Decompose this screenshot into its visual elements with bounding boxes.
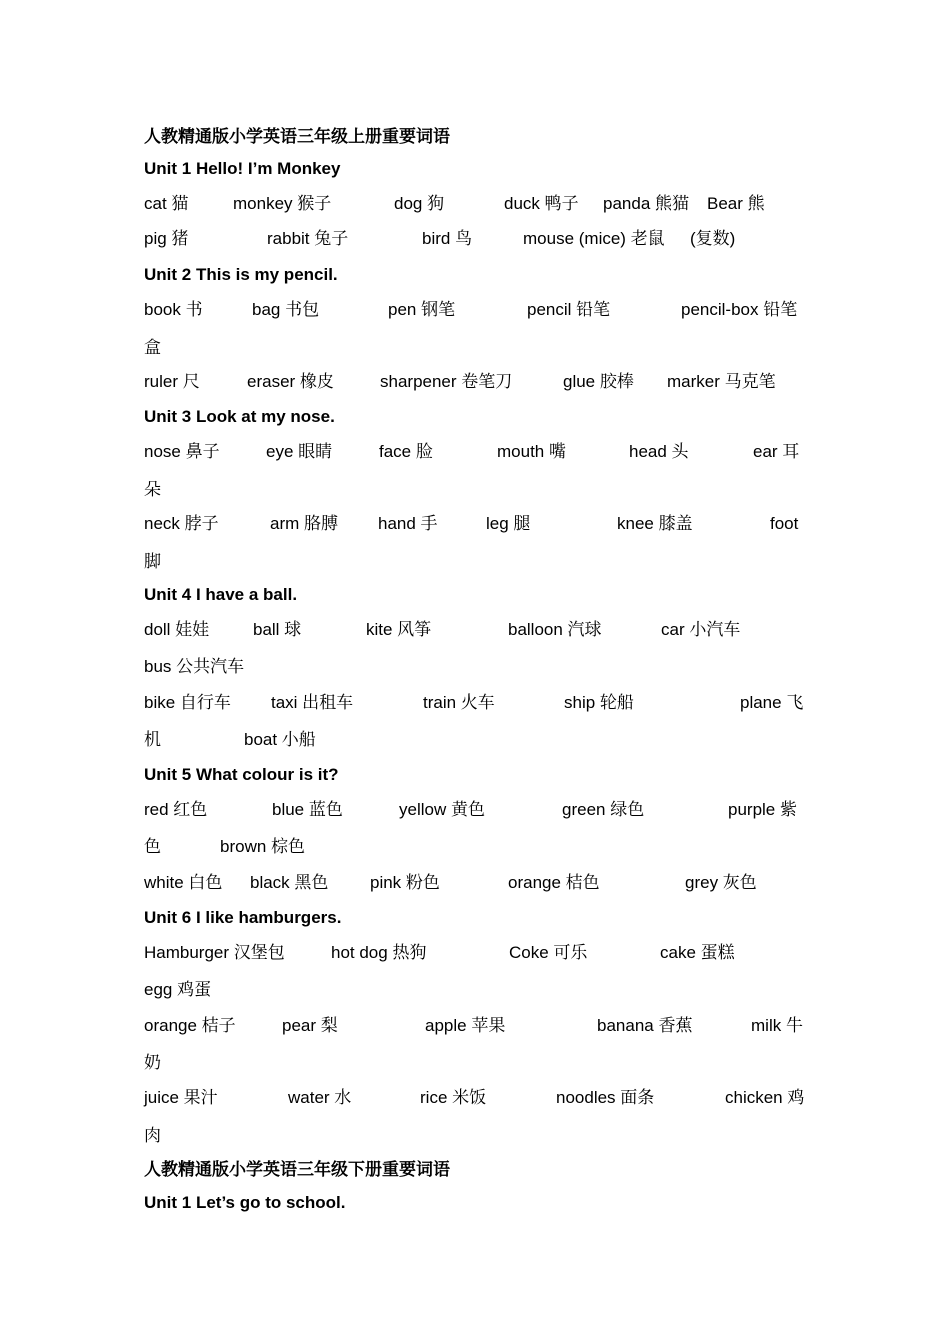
vocab-entry: nose 鼻子 — [144, 442, 220, 461]
vocab-entry: Bear 熊 — [707, 194, 765, 213]
unit-heading: Unit 1 Hello! I’m Monkey — [144, 159, 341, 178]
vocab-line — [144, 192, 806, 216]
vocab-line — [144, 728, 806, 752]
vocab-entry: taxi 出租车 — [271, 693, 354, 712]
vocab-line — [144, 298, 806, 322]
volume-title-upper: 人教精通版小学英语三年级上册重要词语 — [144, 127, 450, 146]
vocab-entry: kite 风筝 — [366, 620, 432, 639]
vocab-line — [144, 871, 806, 895]
vocab-entry: 朵 — [144, 480, 161, 499]
vocab-entry: Hamburger 汉堡包 — [144, 943, 285, 962]
vocab-entry: apple 苹果 — [425, 1016, 506, 1035]
unit-heading: Unit 2 This is my pencil. — [144, 265, 338, 284]
vocab-entry: hot dog 热狗 — [331, 943, 427, 962]
vocab-entry: book 书 — [144, 300, 203, 319]
vocab-entry: leg 腿 — [486, 514, 531, 533]
unit-heading: Unit 4 I have a ball. — [144, 585, 298, 604]
vocab-entry: doll 娃娃 — [144, 620, 210, 639]
vocab-entry: black 黑色 — [250, 873, 329, 892]
unit-heading: Unit 1 Let’s go to school. — [144, 1193, 346, 1212]
vocab-entry: cake 蛋糕 — [660, 943, 735, 962]
vocab-entry: noodles 面条 — [556, 1088, 655, 1107]
vocab-entry: green 绿色 — [562, 800, 645, 819]
unit-heading: Unit 6 I like hamburgers. — [144, 908, 342, 927]
vocab-entry: grey 灰色 — [685, 873, 757, 892]
vocab-entry: water 水 — [288, 1088, 352, 1107]
vocab-line — [144, 941, 806, 965]
vocab-line — [144, 440, 806, 464]
vocab-entry: head 头 — [629, 442, 689, 461]
vocab-line — [144, 336, 806, 360]
vocab-entry: bag 书包 — [252, 300, 320, 319]
vocab-entry: pear 梨 — [282, 1016, 338, 1035]
vocab-line — [144, 655, 806, 679]
vocab-entry: 奶 — [144, 1053, 161, 1072]
vocab-line — [144, 550, 806, 574]
vocab-line — [144, 1086, 806, 1110]
vocab-entry: 色 — [144, 837, 161, 856]
vocab-entry: yellow 黄色 — [399, 800, 485, 819]
vocab-entry: brown 棕色 — [220, 837, 306, 856]
vocab-entry: neck 脖子 — [144, 514, 219, 533]
vocab-entry: panda 熊猫 — [603, 194, 689, 213]
vocab-entry: bike 自行车 — [144, 693, 231, 712]
vocab-entry: 机 — [144, 730, 161, 749]
vocab-entry: balloon 汽球 — [508, 620, 602, 639]
vocab-entry: orange 桔色 — [508, 873, 600, 892]
vocab-entry: plane 飞 — [740, 693, 804, 712]
vocab-entry: ship 轮船 — [564, 693, 634, 712]
vocab-entry: mouth 嘴 — [497, 442, 566, 461]
vocab-entry: monkey 猴子 — [233, 194, 332, 213]
vocab-entry: chicken 鸡 — [725, 1088, 805, 1107]
vocab-entry: sharpener 卷笔刀 — [380, 372, 513, 391]
vocab-entry: banana 香蕉 — [597, 1016, 693, 1035]
vocab-line — [144, 1014, 806, 1038]
vocab-line — [144, 798, 806, 822]
vocab-entry: juice 果汁 — [144, 1088, 218, 1107]
vocab-line — [144, 227, 806, 251]
vocab-entry: Coke 可乐 — [509, 943, 588, 962]
vocab-line — [144, 835, 806, 859]
volume-title-lower: 人教精通版小学英语三年级下册重要词语 — [144, 1160, 450, 1179]
vocab-entry: purple 紫 — [728, 800, 797, 819]
vocab-entry: milk 牛 — [751, 1016, 803, 1035]
unit-heading: Unit 3 Look at my nose. — [144, 407, 335, 426]
vocab-entry: bus 公共汽车 — [144, 657, 245, 676]
vocab-line — [144, 370, 806, 394]
vocab-entry: pencil 铅笔 — [527, 300, 611, 319]
vocab-entry: face 脸 — [379, 442, 433, 461]
vocab-entry: train 火车 — [423, 693, 495, 712]
vocab-entry: red 红色 — [144, 800, 208, 819]
vocab-line — [144, 1051, 806, 1075]
vocab-entry: rabbit 兔子 — [267, 229, 349, 248]
vocab-entry: blue 蓝色 — [272, 800, 343, 819]
vocab-entry: (复数) — [690, 229, 736, 248]
vocab-entry: hand 手 — [378, 514, 438, 533]
vocab-entry: eraser 橡皮 — [247, 372, 334, 391]
vocab-line — [144, 618, 806, 642]
vocab-entry: eye 眼睛 — [266, 442, 333, 461]
vocab-entry: arm 胳膊 — [270, 514, 338, 533]
unit-heading: Unit 5 What colour is it? — [144, 765, 339, 784]
vocab-entry: duck 鸭子 — [504, 194, 579, 213]
vocab-entry: dog 狗 — [394, 194, 445, 213]
vocab-entry: cat 猫 — [144, 194, 189, 213]
vocab-entry: ball 球 — [253, 620, 302, 639]
vocab-entry: pencil-box 铅笔 — [681, 300, 798, 319]
vocab-entry: ear 耳 — [753, 442, 800, 461]
vocab-entry: 肉 — [144, 1126, 161, 1145]
vocab-line — [144, 978, 806, 1002]
vocab-line — [144, 512, 806, 536]
vocab-entry: car 小汽车 — [661, 620, 741, 639]
vocab-entry: marker 马克笔 — [667, 372, 776, 391]
vocab-entry: 盒 — [144, 338, 161, 357]
vocab-entry: foot — [770, 514, 799, 533]
vocab-line — [144, 478, 806, 502]
vocab-entry: rice 米饭 — [420, 1088, 487, 1107]
vocab-entry: knee 膝盖 — [617, 514, 693, 533]
vocab-entry: orange 桔子 — [144, 1016, 236, 1035]
vocab-entry: bird 鸟 — [422, 229, 473, 248]
vocab-entry: pink 粉色 — [370, 873, 440, 892]
vocab-entry: egg 鸡蛋 — [144, 980, 212, 999]
vocab-entry: pig 猪 — [144, 229, 189, 248]
vocab-entry: pen 钢笔 — [388, 300, 456, 319]
vocab-line — [144, 691, 806, 715]
vocab-entry: white 白色 — [144, 873, 223, 892]
vocab-entry: ruler 尺 — [144, 372, 200, 391]
vocab-line — [144, 1124, 806, 1148]
vocab-entry: mouse (mice) 老鼠 — [523, 229, 665, 248]
vocab-entry: 脚 — [144, 552, 161, 571]
vocab-entry: glue 胶棒 — [563, 372, 634, 391]
vocab-entry: boat 小船 — [244, 730, 316, 749]
